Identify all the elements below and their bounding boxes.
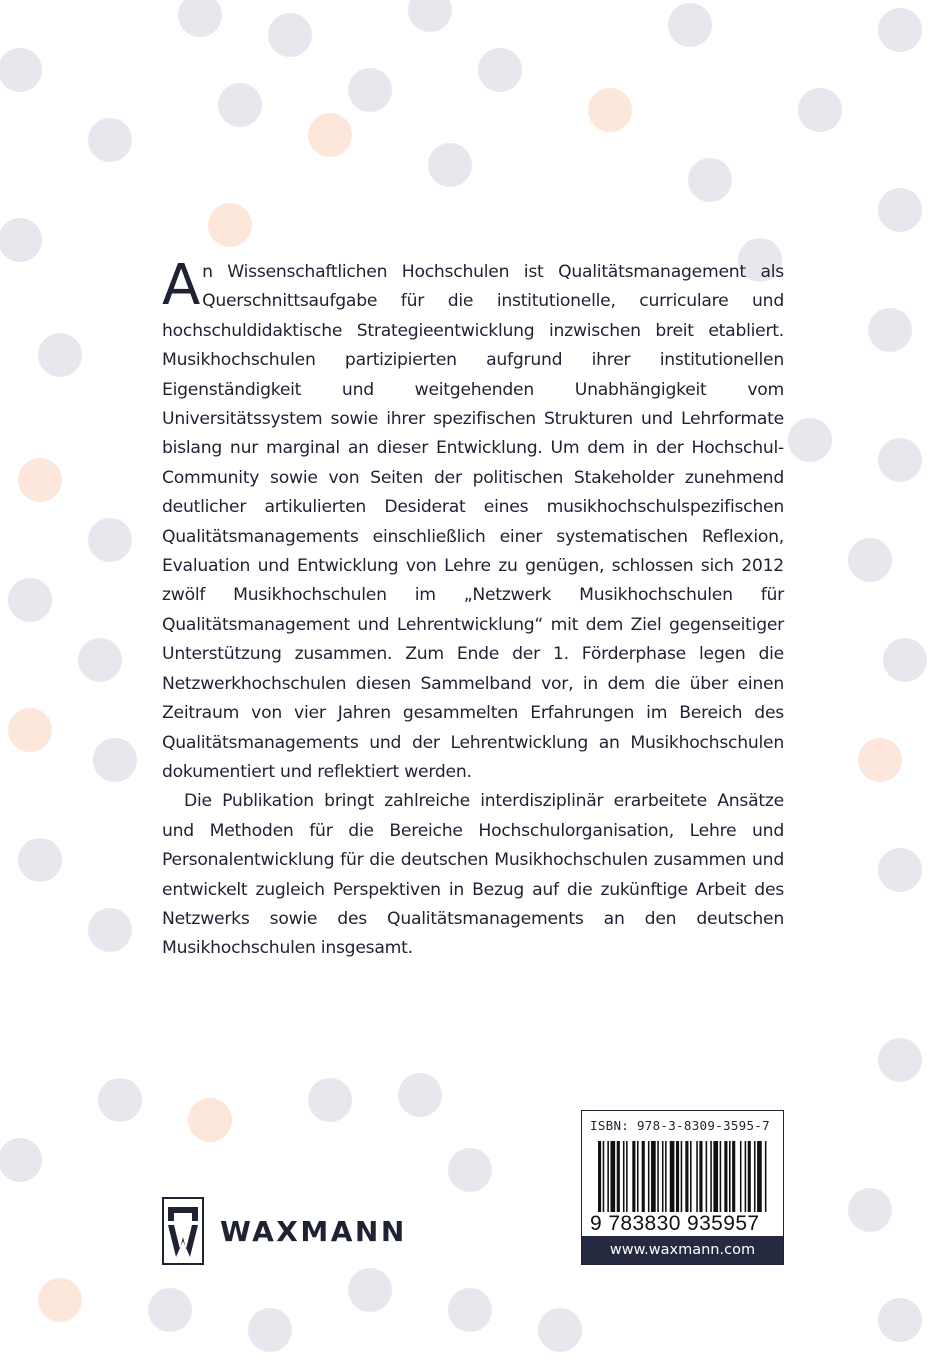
- decorative-dot: [248, 1308, 292, 1352]
- decorative-dot: [0, 218, 42, 262]
- decorative-dot: [93, 738, 137, 782]
- barcode-bar: [637, 1141, 639, 1213]
- barcode-bar: [648, 1141, 650, 1213]
- barcode-bar: [699, 1141, 702, 1213]
- barcode-bar: [665, 1141, 667, 1213]
- barcode-bar: [681, 1141, 683, 1221]
- barcode-bar: [740, 1141, 742, 1213]
- barcode-bar: [685, 1141, 688, 1221]
- barcode-bar: [748, 1141, 751, 1213]
- waxmann-logo-icon: [162, 1197, 204, 1265]
- barcode-bar: [670, 1141, 675, 1213]
- publisher-url: www.waxmann.com: [582, 1236, 783, 1264]
- barcode-bar: [642, 1141, 645, 1213]
- decorative-dot: [0, 1138, 42, 1182]
- barcode-bar: [720, 1141, 722, 1213]
- decorative-dot: [148, 1288, 192, 1332]
- decorative-dot: [308, 1078, 352, 1122]
- barcode-bar: [651, 1141, 656, 1213]
- decorative-dot: [18, 458, 62, 502]
- barcode-bar: [710, 1141, 712, 1213]
- barcode-bar: [662, 1141, 664, 1213]
- decorative-dot: [878, 1038, 922, 1082]
- decorative-dot: [8, 708, 52, 752]
- barcode-bar: [729, 1141, 731, 1213]
- decorative-dot: [788, 418, 832, 462]
- barcode-bar: [676, 1141, 679, 1213]
- barcode-bar: [757, 1141, 762, 1213]
- decorative-dot: [878, 438, 922, 482]
- decorative-dot: [798, 88, 842, 132]
- barcode-bar: [732, 1141, 735, 1213]
- decorative-dot: [88, 518, 132, 562]
- isbn-barcode-box: [581, 1110, 784, 1265]
- decorative-dot: [188, 1098, 232, 1142]
- decorative-dot: [428, 143, 472, 187]
- decorative-dot: [308, 113, 352, 157]
- barcode-bar: [754, 1141, 756, 1213]
- decorative-dot: [848, 538, 892, 582]
- decorative-dot: [88, 908, 132, 952]
- barcode-bar: [745, 1141, 747, 1213]
- decorative-dot: [78, 638, 122, 682]
- decorative-dot: [8, 578, 52, 622]
- decorative-dot: [348, 1268, 392, 1312]
- decorative-dot: [868, 308, 912, 352]
- decorative-dot: [878, 1298, 922, 1342]
- decorative-dot: [538, 1308, 582, 1352]
- decorative-dot: [448, 1148, 492, 1192]
- decorative-dot: [38, 333, 82, 377]
- barcode-bar: [617, 1141, 620, 1213]
- barcode-bar: [696, 1141, 698, 1213]
- barcode-bar: [724, 1141, 727, 1213]
- decorative-dot: [858, 738, 902, 782]
- decorative-dot: [38, 1278, 82, 1322]
- decorative-dot: [98, 1078, 142, 1122]
- decorative-dot: [688, 158, 732, 202]
- barcode-bar: [623, 1141, 625, 1213]
- drop-cap: A: [162, 253, 201, 318]
- barcode-bar: [603, 1141, 605, 1221]
- publisher-name: WAXMANN: [220, 1214, 407, 1248]
- barcode-bar: [610, 1141, 615, 1213]
- decorative-dot: [408, 0, 452, 32]
- decorative-dot: [848, 1188, 892, 1232]
- barcode-bar: [690, 1141, 692, 1213]
- decorative-dot: [18, 838, 62, 882]
- barcode: [598, 1141, 768, 1221]
- isbn-label: ISBN: 978-3-8309-3595-7: [590, 1118, 770, 1133]
- decorative-dot: [398, 1073, 442, 1117]
- decorative-dot: [878, 8, 922, 52]
- publisher-logo: [162, 1197, 407, 1265]
- decorative-dot: [668, 3, 712, 47]
- decorative-dot: [208, 203, 252, 247]
- barcode-bar: [607, 1141, 609, 1213]
- decorative-dot: [588, 88, 632, 132]
- decorative-dot: [178, 0, 222, 37]
- decorative-dot: [883, 638, 927, 682]
- barcode-bar: [632, 1141, 635, 1213]
- decorative-dot: [878, 848, 922, 892]
- barcode-bar: [706, 1141, 708, 1213]
- barcode-bar: [626, 1141, 628, 1213]
- decorative-dot: [348, 68, 392, 112]
- barcode-bar: [598, 1141, 601, 1221]
- decorative-dot: [218, 83, 262, 127]
- blurb-paragraph-1: [162, 253, 784, 787]
- isbn-digits: 9 783830 935957: [590, 1212, 778, 1236]
- decorative-dot: [88, 118, 132, 162]
- decorative-dot: [448, 1288, 492, 1332]
- barcode-bar: [713, 1141, 718, 1213]
- decorative-dot: [0, 48, 42, 92]
- barcode-bar: [657, 1141, 659, 1213]
- decorative-dot: [268, 13, 312, 57]
- blurb-paragraph-2: Die Publikation bringt zahlreiche interdisziplinär erarbeitete Ansätze und Methoden für die Bereiche Hochschulorganisation, Lehre und Personalentwicklung für die deutschen Musikhochschulen zusammen und entwickelt zugleich Perspektiven in Bezug auf die zukünftige Arbeit des Netzwerks sowie des Qualitätsmanagements an den deutschen Musikhochschulen insgesamt.: [162, 791, 784, 959]
- back-cover-blurb: [162, 253, 784, 964]
- barcode-bar: [765, 1141, 767, 1221]
- decorative-dot: [478, 48, 522, 92]
- decorative-dot: [878, 188, 922, 232]
- blurb-paragraph-1-text: n Wissenschaftlichen Hochschulen ist Qualitätsmanagement als Querschnittsaufgabe für die institutionelle, curriculare und hochschuldidaktische Strategieentwicklung inzwischen breit etabliert. Musikhochschulen partizipierten aufgrund ihrer institutionellen Eigenständigkeit und weitgehenden Unabhängigkeit vom Universitätssystem sowie ihrer spezifischen Strukturen und Lehrformate bislang nur marginal an dieser Entwicklung. Um dem in der Hochschul-Community sowie von Seiten der politischen Stakeholder zunehmend deutlicher artikulierten Desiderat eines musikhochschulspezifischen Qualitätsmanagements einschließlich einer systematischen Reflexion, Evaluation und Entwicklung von Lehre zu genügen, schlossen sich 2012 zwölf Musikhochschulen im „Netzwerk Musikhochschulen für Qualitätsmanagement und Lehrentwicklung“ mit dem Ziel gegenseitiger Unterstützung zusammen. Zum Ende der 1. Förderphase legen die Netzwerkhochschulen diesen Sammelband vor, in dem die über einen Zeitraum von vier Jahren gesammelten Erfahrungen im Bereich des Qualitätsmanagements und der Lehrentwicklung an Musikhochschulen dokumentiert und reflektiert werden.: [162, 262, 784, 782]
